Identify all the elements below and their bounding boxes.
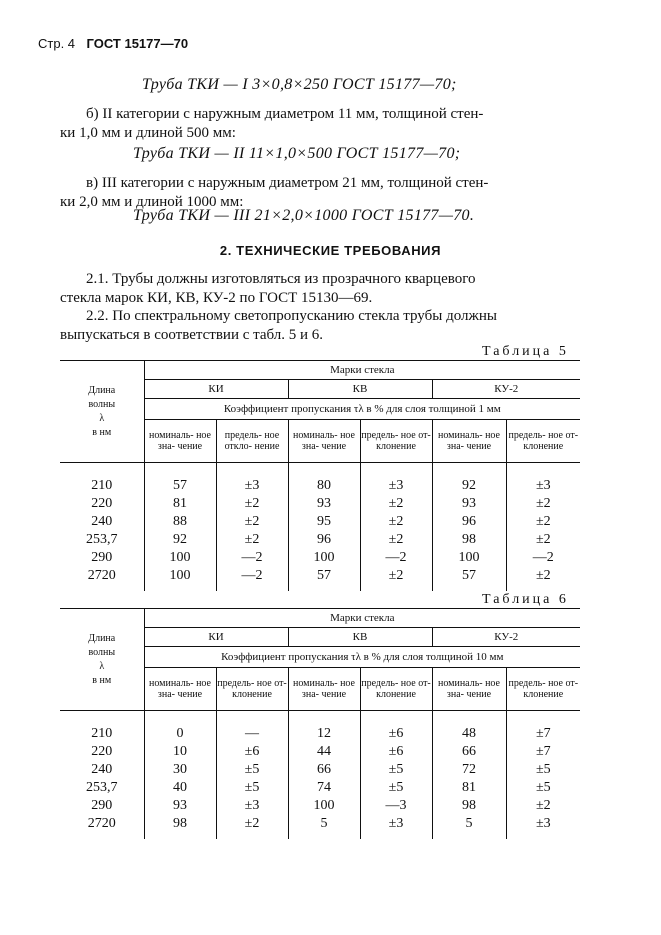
brands-header: Марки стекла xyxy=(144,361,580,380)
coefficient-header: Коэффициент пропускания τλ в % для слоя толщиной 10 мм xyxy=(144,647,580,668)
table-6 xyxy=(60,608,580,839)
subheader-nominal: номиналь- ное зна- чение xyxy=(288,420,360,463)
subheader-nominal: номиналь- ное зна- чение xyxy=(144,420,216,463)
table-row: 253,7 40 ±5 74 ±5 81 ±5 xyxy=(60,779,580,797)
table-row: 2720 100 —2 57 ±2 57 ±2 xyxy=(60,567,580,585)
wavelength-header: Длина волны λ в нм xyxy=(60,361,144,463)
subheader-deviation: предель- ное от- клонение xyxy=(360,420,432,463)
table-5-caption: Таблица 5 xyxy=(482,344,569,359)
subheader-nominal: номиналь- ное зна- чение xyxy=(432,420,506,463)
item-b-line1: б) II категории с наружным диаметром 11 мм, толщиной стен- xyxy=(86,106,484,122)
table-row: 253,7 92 ±2 96 ±2 98 ±2 xyxy=(60,531,580,549)
subheader-deviation: предель- ное от- клонение xyxy=(360,668,432,711)
subheader-nominal: номиналь- ное зна- чение xyxy=(432,668,506,711)
table-row: 220 10 ±6 44 ±6 66 ±7 xyxy=(60,743,580,761)
subheader-deviation: предель- ное от- клонение xyxy=(506,420,580,463)
table-6-caption: Таблица 6 xyxy=(482,592,569,607)
wavelength-header: Длина волны λ в нм xyxy=(60,609,144,711)
table-row: 210 0 — 12 ±6 48 ±7 xyxy=(60,725,580,743)
brand-ku2: КУ-2 xyxy=(432,628,580,647)
clause-2-2-line2: выпускаться в соответствии с табл. 5 и 6. xyxy=(60,327,324,343)
subheader-deviation: предель- ное от- клонение xyxy=(216,668,288,711)
table-row: 290 100 —2 100 —2 100 —2 xyxy=(60,549,580,567)
brand-ki: КИ xyxy=(144,380,288,399)
formula-category-3: Труба ТКИ — III 21×2,0×1000 ГОСТ 15177—70. xyxy=(133,207,475,224)
brand-ki: КИ xyxy=(144,628,288,647)
subheader-nominal: номиналь- ное зна- чение xyxy=(288,668,360,711)
section-title: 2. ТЕХНИЧЕСКИЕ ТРЕБОВАНИЯ xyxy=(219,243,442,258)
table-5 xyxy=(60,360,580,591)
table-row: 240 88 ±2 95 ±2 96 ±2 xyxy=(60,513,580,531)
table-row: 290 93 ±3 100 —3 98 ±2 xyxy=(60,797,580,815)
clause-2-1-line2: стекла марок КИ, КВ, КУ-2 по ГОСТ 15130—69. xyxy=(60,290,373,306)
table-row: 210 57 ±3 80 ±3 92 ±3 xyxy=(60,477,580,495)
item-c-line1: в) III категории с наружным диаметром 21 мм, толщиной стен- xyxy=(86,175,489,191)
table-row: 220 81 ±2 93 ±2 93 ±2 xyxy=(60,495,580,513)
formula-category-1: Труба ТКИ — I 3×0,8×250 ГОСТ 15177—70; xyxy=(142,76,457,93)
brands-header: Марки стекла xyxy=(144,609,580,628)
table-row: 2720 98 ±2 5 ±3 5 ±3 xyxy=(60,815,580,833)
page-number: Стр. 4 xyxy=(38,36,76,51)
item-c-line2: ки 2,0 мм и длиной 1000 мм: xyxy=(60,194,244,210)
coefficient-header: Коэффициент пропускания τλ в % для слоя толщиной 1 мм xyxy=(144,399,580,420)
clause-2-1-line1: 2.1. Трубы должны изготовляться из прозрачного кварцевого xyxy=(86,271,476,287)
subheader-deviation: предель- ное от- клонение xyxy=(506,668,580,711)
brand-kv: КВ xyxy=(288,380,432,399)
table-row: 240 30 ±5 66 ±5 72 ±5 xyxy=(60,761,580,779)
standard-number: ГОСТ 15177—70 xyxy=(86,36,189,51)
clause-2-2-line1: 2.2. По спектральному светопропусканию стекла трубы должны xyxy=(86,308,497,324)
subheader-deviation: предель- ное откло- нение xyxy=(216,420,288,463)
page-header xyxy=(38,36,188,53)
item-b-line2: ки 1,0 мм и длиной 500 мм: xyxy=(60,125,236,141)
subheader-nominal: номиналь- ное зна- чение xyxy=(144,668,216,711)
brand-ku2: КУ-2 xyxy=(432,380,580,399)
brand-kv: КВ xyxy=(288,628,432,647)
formula-category-2: Труба ТКИ — II 11×1,0×500 ГОСТ 15177—70; xyxy=(133,145,461,162)
